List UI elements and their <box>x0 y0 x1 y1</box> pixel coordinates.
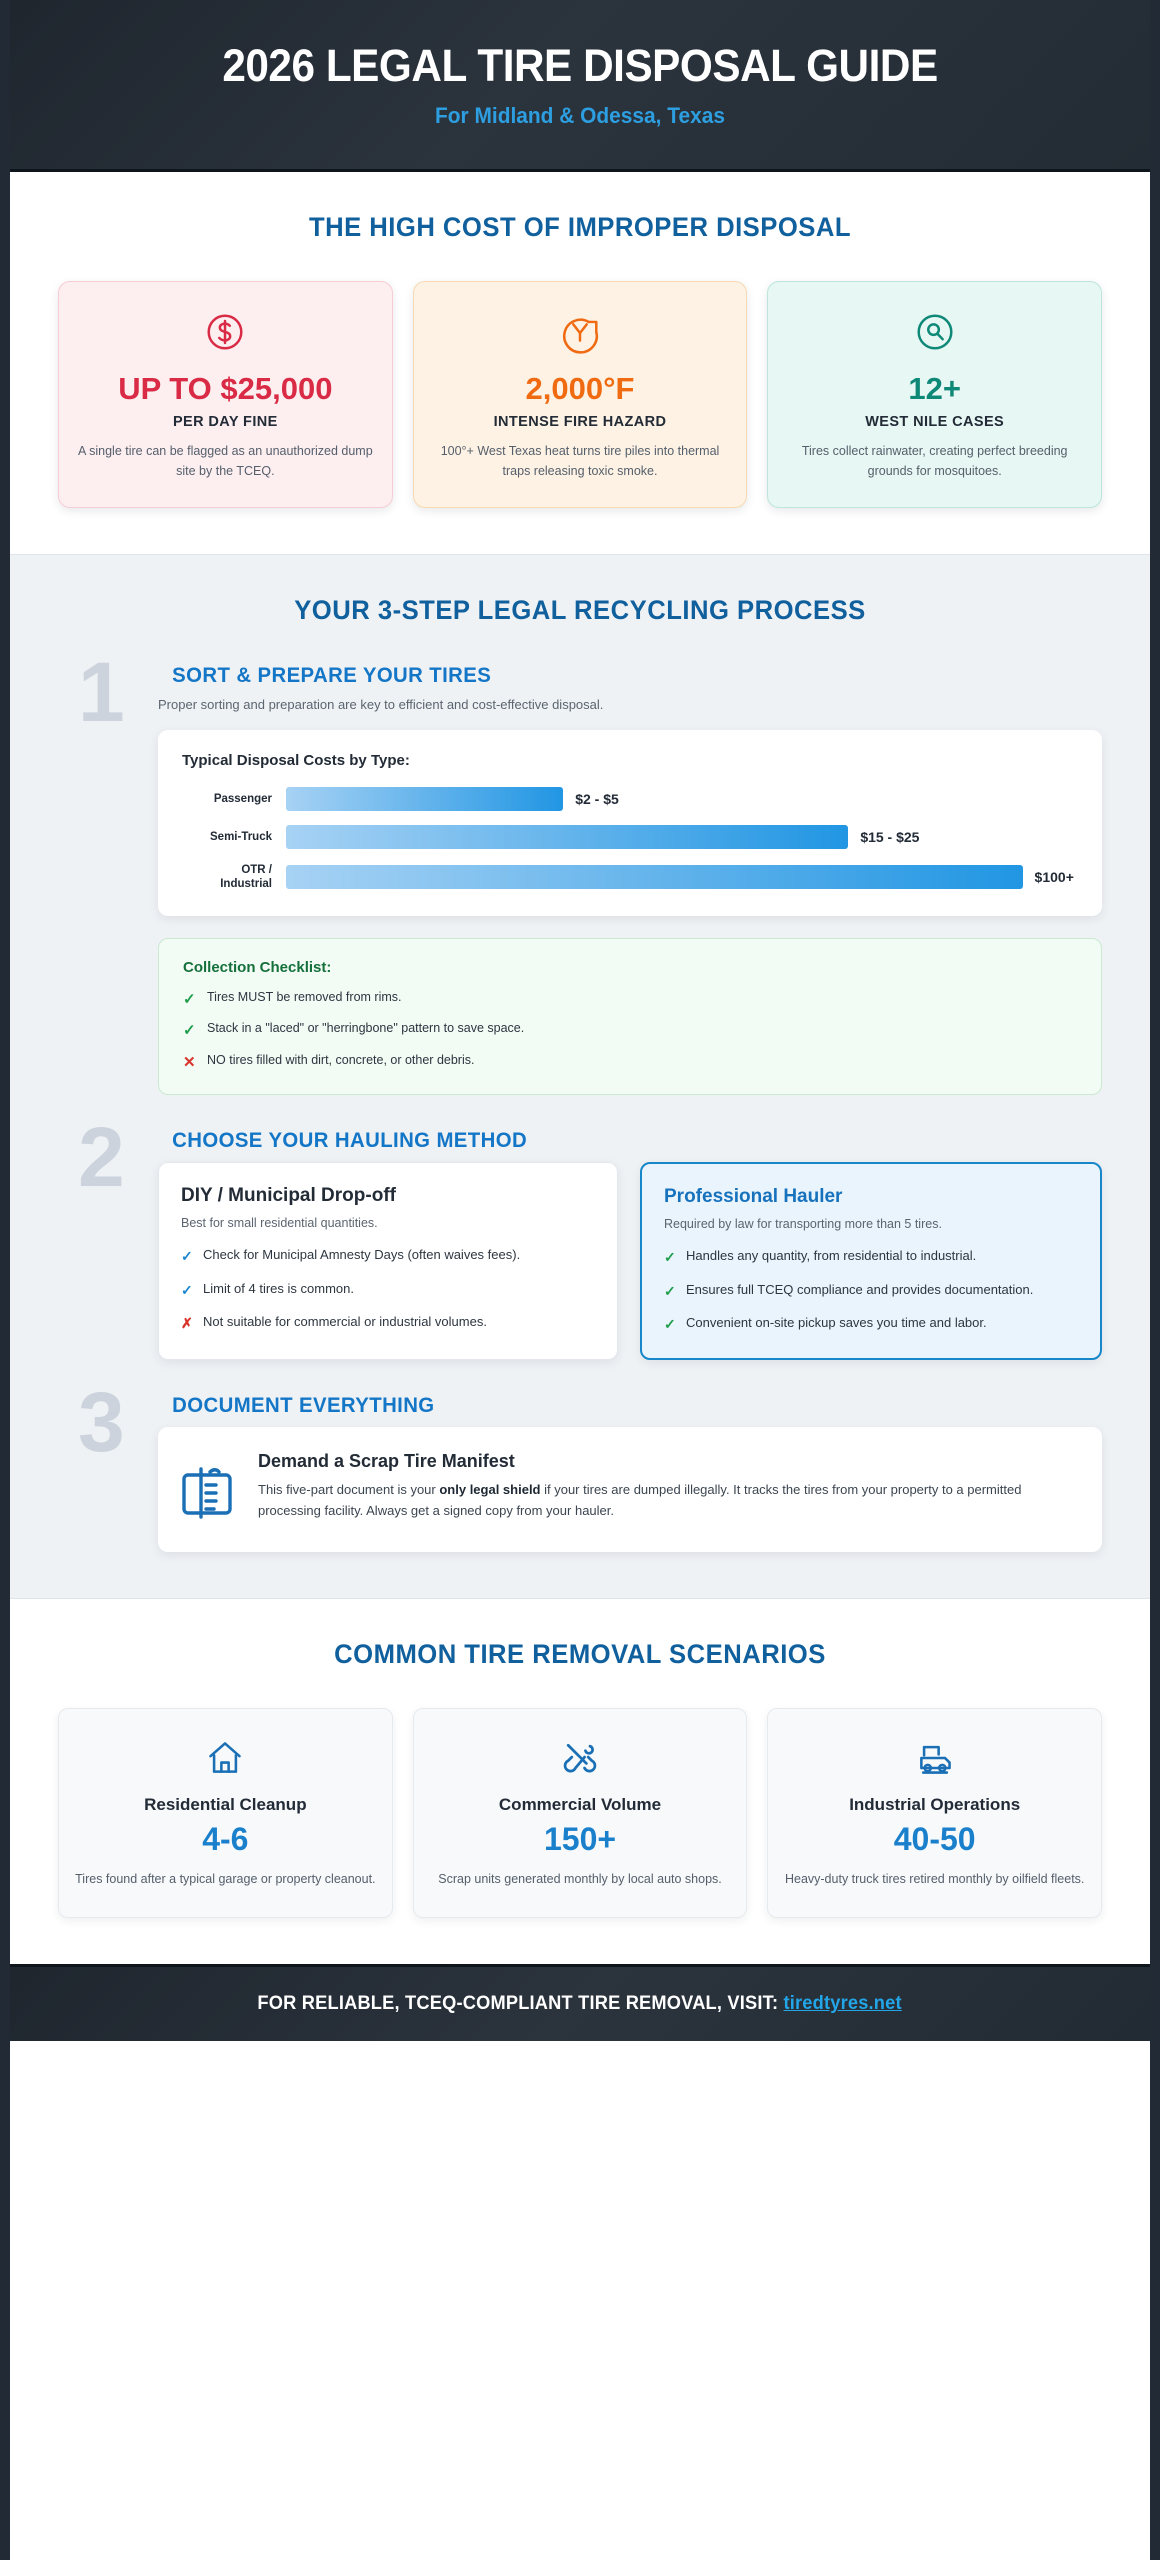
process-step-1 <box>58 645 1102 1095</box>
option-bullet <box>664 1281 1078 1301</box>
scenario-number: 4-6 <box>202 1821 249 1858</box>
check-icon: ✓ <box>181 1281 193 1298</box>
option-bullet <box>664 1247 1078 1267</box>
checklist-item-text: Tires MUST be removed from rims. <box>207 989 402 1004</box>
checklist-title: Collection Checklist: <box>183 958 332 976</box>
manifest-text-bold: only legal shield <box>439 1482 541 1498</box>
step-heading: DOCUMENT EVERYTHING <box>172 1394 435 1418</box>
chart-title: Typical Disposal Costs by Type: <box>182 752 410 770</box>
footer-banner <box>10 1964 1150 2041</box>
option-title: Professional Hauler <box>664 1186 843 1208</box>
cross-icon: ✗ <box>181 1314 193 1331</box>
hazards-section-title: THE HIGH COST OF IMPROPER DISPOSAL <box>308 212 852 243</box>
scenarios-section <box>10 1599 1150 1964</box>
page-subtitle: For Midland & Odessa, Texas <box>435 103 725 129</box>
fire-circle-icon <box>432 306 729 358</box>
dollar-circle-icon <box>77 306 374 358</box>
bar-fill <box>286 825 848 849</box>
chart-bar-row <box>182 825 1078 849</box>
step-subtext: Proper sorting and preparation are key to efficient and cost-effective disposal. <box>158 697 604 713</box>
hazard-value: UP TO $25,000 <box>118 371 333 407</box>
tools-icon <box>430 1735 731 1781</box>
manifest-body <box>258 1451 1076 1522</box>
checklist-item <box>183 1021 1077 1041</box>
step-number: 2 <box>78 1110 125 1205</box>
step-number: 1 <box>78 645 125 740</box>
hazard-value: 2,000°F <box>525 371 635 407</box>
bar-value-label: $100+ <box>1034 869 1074 886</box>
cross-icon: ✕ <box>183 1053 196 1071</box>
clipboard-document-icon <box>180 1451 236 1526</box>
bar-track <box>286 865 1078 889</box>
scenario-number: 150+ <box>543 1821 617 1858</box>
checklist-item <box>183 990 1077 1010</box>
manifest-text <box>258 1480 1076 1522</box>
scenario-name: Commercial Volume <box>498 1795 662 1815</box>
bar-category-label: Passenger <box>213 792 272 805</box>
scenario-desc: Tires found after a typical garage or property cleanout. <box>75 1872 376 1887</box>
header-banner <box>10 0 1150 172</box>
chart-bar-row <box>182 863 1078 892</box>
option-bullet-text: Convenient on-site pickup saves you time and labor. <box>686 1314 987 1330</box>
manifest-text-part1: This five-part document is your <box>258 1482 440 1498</box>
hazards-section <box>10 172 1150 554</box>
process-step-2 <box>58 1110 1102 1360</box>
checklist-item <box>183 1053 1077 1073</box>
hazard-label: PER DAY FINE <box>172 414 278 431</box>
scenario-card-residential <box>58 1708 393 1918</box>
option-bullet-text: Handles any quantity, from residential to industrial. <box>686 1248 977 1264</box>
option-bullet <box>181 1280 595 1300</box>
bar-value-label: $2 - $5 <box>575 791 619 808</box>
hazard-card-row <box>58 281 1102 508</box>
hazard-card-fine <box>58 281 393 508</box>
page-title: 2026 LEGAL TIRE DISPOSAL GUIDE <box>222 40 938 91</box>
scenario-name: Residential Cleanup <box>144 1795 307 1815</box>
scenario-desc: Heavy-duty truck tires retired monthly by oilfield fleets. <box>784 1872 1085 1887</box>
checklist-item-text: Stack in a "laced" or "herringbone" pattern to save space. <box>207 1021 525 1036</box>
scenario-card-row <box>58 1708 1102 1918</box>
scenario-desc: Scrap units generated monthly by local auto shops. <box>438 1872 722 1887</box>
hazard-label: WEST NILE CASES <box>865 414 1005 431</box>
scenarios-section-title: COMMON TIRE REMOVAL SCENARIOS <box>334 1639 826 1670</box>
option-bullet-text: Check for Municipal Amnesty Days (often waives fees). <box>203 1247 521 1263</box>
mosquito-magnifier-icon <box>786 306 1083 358</box>
option-subtext: Required by law for transporting more than 5 tires. <box>664 1217 942 1232</box>
hazard-value: 12+ <box>908 371 961 407</box>
scenario-number: 40-50 <box>893 1821 976 1858</box>
bar-track <box>286 787 1078 811</box>
hauling-option-diy <box>158 1162 618 1360</box>
hauling-option-professional <box>640 1162 1102 1360</box>
bar-value-label: $15 - $25 <box>860 829 920 846</box>
footer-cta-text: FOR RELIABLE, TCEQ-COMPLIANT TIRE REMOVAL, VISIT: <box>257 1993 784 2015</box>
bar-fill <box>286 787 563 811</box>
step-number: 3 <box>78 1375 125 1470</box>
hazard-desc: Tires collect rainwater, creating perfect breeding grounds for mosquitoes. <box>801 444 1068 478</box>
scenario-card-commercial <box>413 1708 748 1918</box>
check-icon: ✓ <box>183 1022 196 1040</box>
option-bullet-text: Limit of 4 tires is common. <box>203 1280 354 1296</box>
hazard-card-westnile <box>767 281 1102 508</box>
bar-category-label: Semi-Truck <box>210 830 272 843</box>
hazard-card-fire <box>413 281 748 508</box>
option-subtext: Best for small residential quantities. <box>181 1216 378 1231</box>
option-bullet-text: Ensures full TCEQ compliance and provides documentation. <box>686 1281 1034 1297</box>
chart-bar-row <box>182 787 1078 811</box>
bar-category-text: OTR / Industrial <box>220 864 272 891</box>
option-bullet-text: Not suitable for commercial or industrial volumes. <box>203 1313 487 1329</box>
house-icon <box>75 1735 376 1781</box>
check-icon: ✓ <box>664 1249 676 1266</box>
hazard-desc: A single tire can be flagged as an unauthorized dump site by the TCEQ. <box>78 444 373 478</box>
hazard-desc: 100°+ West Texas heat turns tire piles into thermal traps releasing toxic smoke. <box>440 444 720 478</box>
scenario-name: Industrial Operations <box>849 1795 1021 1815</box>
footer-website-link[interactable]: tiredtyres.net <box>783 1993 903 2015</box>
option-bullet <box>181 1313 595 1333</box>
check-icon: ✓ <box>664 1282 676 1299</box>
collection-checklist <box>158 938 1102 1096</box>
process-step-3 <box>58 1375 1102 1552</box>
step-heading: SORT & PREPARE YOUR TIRES <box>172 664 492 688</box>
scenario-card-industrial <box>767 1708 1102 1918</box>
footer-cta <box>258 1993 902 2015</box>
bar-category-label <box>182 863 286 892</box>
manifest-title: Demand a Scrap Tire Manifest <box>258 1451 515 1472</box>
option-title: DIY / Municipal Drop-off <box>181 1185 396 1207</box>
disposal-cost-chart <box>158 730 1102 916</box>
bar-fill <box>286 865 1023 889</box>
step-heading: CHOOSE YOUR HAULING METHOD <box>172 1129 528 1153</box>
check-icon: ✓ <box>181 1248 193 1265</box>
truck-icon <box>784 1735 1085 1781</box>
checklist-item-text: NO tires filled with dirt, concrete, or other debris. <box>207 1052 475 1067</box>
process-section <box>10 554 1150 1599</box>
check-icon: ✓ <box>183 990 196 1008</box>
bar-track <box>286 825 1078 849</box>
option-bullet <box>664 1314 1078 1334</box>
manifest-card <box>158 1427 1102 1552</box>
option-bullet <box>181 1246 595 1266</box>
manifest-text-part2: if your tires are dumped illegally. It tracks the tires from your property to a permitted processing facility. Always get a signed copy from your hauler. <box>258 1482 1022 1519</box>
hauling-options-row <box>158 1162 1102 1360</box>
hazard-label: INTENSE FIRE HAZARD <box>493 414 667 431</box>
process-section-title: YOUR 3-STEP LEGAL RECYCLING PROCESS <box>294 595 866 626</box>
check-icon: ✓ <box>664 1315 676 1332</box>
